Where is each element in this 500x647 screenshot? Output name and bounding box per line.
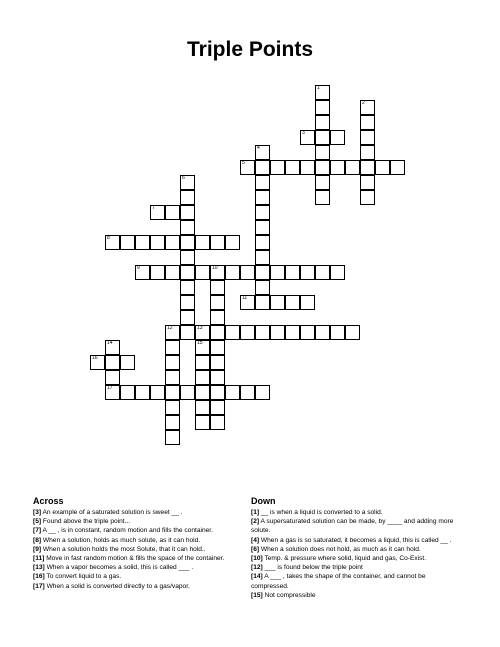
clue-text: __ is when a liquid is converted to a solid. <box>259 509 383 516</box>
clue-number: [16] <box>33 573 45 581</box>
grid-cell[interactable] <box>240 295 255 310</box>
grid-cell[interactable] <box>255 160 270 175</box>
clue-number: [15] <box>251 591 263 599</box>
clue-text: A __ , is in constant, random motion and fills the container. <box>41 527 213 535</box>
clue-text: When a solution holds the most Solute, that it can hold.. <box>41 545 206 553</box>
grid-cell[interactable] <box>210 310 225 325</box>
grid-cell[interactable] <box>180 295 195 310</box>
down-heading: Down <box>251 496 276 506</box>
grid-cell[interactable] <box>225 385 240 400</box>
clue-number: [1] <box>251 509 260 516</box>
grid-cell[interactable] <box>315 175 330 190</box>
grid-cell[interactable] <box>195 325 210 340</box>
across-heading: Across <box>33 496 64 506</box>
clue-text: A ___ , takes the shape of the container, and cannot be compressed. <box>251 573 426 590</box>
grid-cell[interactable] <box>165 235 180 250</box>
grid-cell[interactable] <box>315 190 330 205</box>
grid-cell[interactable] <box>255 205 270 220</box>
cell-number: 10 <box>212 265 218 271</box>
grid-cell[interactable] <box>165 400 180 415</box>
grid-cell[interactable] <box>105 385 120 400</box>
grid-cell[interactable] <box>165 325 180 340</box>
grid-cell[interactable] <box>210 295 225 310</box>
grid-cell[interactable] <box>300 325 315 340</box>
across-clue <box>33 545 243 554</box>
grid-cell[interactable] <box>210 340 225 355</box>
grid-cell[interactable] <box>255 295 270 310</box>
across-clue <box>33 526 243 535</box>
cell-number: 9 <box>137 265 140 271</box>
grid-cell[interactable] <box>330 265 345 280</box>
grid-cell[interactable] <box>105 340 120 355</box>
grid-cell[interactable] <box>285 160 300 175</box>
grid-cell[interactable] <box>195 340 210 355</box>
grid-cell[interactable] <box>150 385 165 400</box>
grid-cell[interactable] <box>255 175 270 190</box>
grid-cell[interactable] <box>105 355 120 370</box>
grid-cell[interactable] <box>270 160 285 175</box>
grid-cell[interactable] <box>255 235 270 250</box>
grid-cell[interactable] <box>150 235 165 250</box>
clue-number: [12] <box>251 564 263 572</box>
cell-number: 17 <box>107 385 113 391</box>
cell-number: 6 <box>182 175 185 181</box>
across-clue <box>33 582 243 591</box>
grid-cell[interactable] <box>180 235 195 250</box>
grid-cell[interactable] <box>285 295 300 310</box>
down-clue <box>251 572 456 590</box>
grid-cell[interactable] <box>210 355 225 370</box>
grid-cell[interactable] <box>90 355 105 370</box>
clue-text: To convert liquid to a gas. <box>44 573 122 581</box>
grid-cell[interactable] <box>300 130 315 145</box>
grid-cell[interactable] <box>105 370 120 385</box>
cell-number: 15 <box>197 340 203 346</box>
cell-number: 12 <box>167 325 173 331</box>
clue-text: When a vapor becomes a solid, this is called ___ . <box>44 564 194 572</box>
clue-text: ___ is found below the triple point <box>262 564 363 572</box>
grid-cell[interactable] <box>330 160 345 175</box>
grid-cell[interactable] <box>210 235 225 250</box>
clue-number: [13] <box>33 564 45 572</box>
clue-number: [14] <box>251 573 263 581</box>
across-clue <box>33 508 243 517</box>
down-clue <box>251 517 456 535</box>
grid-cell[interactable] <box>285 265 300 280</box>
grid-cell[interactable] <box>180 310 195 325</box>
cell-number: 11 <box>242 295 248 301</box>
clue-text: Not compressible <box>262 591 316 599</box>
clue-text: Found above the triple point... <box>41 518 131 526</box>
grid-cell[interactable] <box>360 145 375 160</box>
grid-cell[interactable] <box>165 205 180 220</box>
grid-cell[interactable] <box>210 385 225 400</box>
grid-cell[interactable] <box>165 265 180 280</box>
grid-cell[interactable] <box>360 130 375 145</box>
clue-number: [5] <box>33 518 42 526</box>
grid-cell[interactable] <box>270 325 285 340</box>
grid-cell[interactable] <box>255 385 270 400</box>
grid-cell[interactable] <box>210 415 225 430</box>
cell-number: 7 <box>152 205 155 211</box>
clue-number: [17] <box>33 582 45 590</box>
grid-cell[interactable] <box>345 325 360 340</box>
grid-cell[interactable] <box>210 400 225 415</box>
grid-cell[interactable] <box>120 355 135 370</box>
grid-cell[interactable] <box>165 340 180 355</box>
clue-text: When a solution, holds as much solute, as it can hold. <box>41 536 201 544</box>
grid-cell[interactable] <box>255 220 270 235</box>
cell-number: 4 <box>257 145 260 151</box>
grid-cell[interactable] <box>255 250 270 265</box>
grid-cell[interactable] <box>240 325 255 340</box>
cell-number: 14 <box>107 340 113 346</box>
clue-text: When a solid is converted directly to a gas/vapor. <box>44 582 190 590</box>
grid-cell[interactable] <box>105 235 120 250</box>
grid-cell[interactable] <box>255 280 270 295</box>
grid-cell[interactable] <box>195 355 210 370</box>
down-clue <box>251 554 456 563</box>
grid-cell[interactable] <box>360 160 375 175</box>
clue-text: When a gas is so saturated, it becomes a liquid, this is called __ . <box>259 536 452 544</box>
grid-cell[interactable] <box>225 265 240 280</box>
grid-cell[interactable] <box>210 370 225 385</box>
grid-cell[interactable] <box>300 295 315 310</box>
grid-cell[interactable] <box>315 145 330 160</box>
grid-cell[interactable] <box>315 325 330 340</box>
grid-cell[interactable] <box>240 160 255 175</box>
grid-cell[interactable] <box>315 115 330 130</box>
grid-cell[interactable] <box>255 325 270 340</box>
cell-number: 2 <box>362 100 365 106</box>
grid-cell[interactable] <box>360 190 375 205</box>
grid-cell[interactable] <box>210 280 225 295</box>
grid-cell[interactable] <box>315 160 330 175</box>
grid-cell[interactable] <box>165 370 180 385</box>
grid-cell[interactable] <box>375 160 390 175</box>
clue-text: A supersaturated solution can be made, by ____ and adding more solute. <box>251 518 454 535</box>
grid-cell[interactable] <box>360 175 375 190</box>
grid-cell[interactable] <box>255 265 270 280</box>
grid-cell[interactable] <box>270 265 285 280</box>
grid-cell[interactable] <box>165 430 180 445</box>
grid-cell[interactable] <box>345 160 360 175</box>
grid-cell[interactable] <box>180 280 195 295</box>
clue-number: [6] <box>251 545 260 553</box>
grid-cell[interactable] <box>180 175 195 190</box>
clue-text: Temp. & pressure where solid, liquid and gas, Co-Exist. <box>262 555 427 563</box>
across-clue-list <box>33 508 243 591</box>
clue-number: [9] <box>33 545 42 553</box>
grid-cell[interactable] <box>180 385 195 400</box>
grid-cell[interactable] <box>180 325 195 340</box>
grid-cell[interactable] <box>165 385 180 400</box>
grid-cell[interactable] <box>360 100 375 115</box>
grid-cell[interactable] <box>330 130 345 145</box>
grid-cell[interactable] <box>195 385 210 400</box>
grid-cell[interactable] <box>315 130 330 145</box>
grid-cell[interactable] <box>255 145 270 160</box>
cell-number: 16 <box>92 355 98 361</box>
grid-cell[interactable] <box>255 190 270 205</box>
grid-cell[interactable] <box>135 385 150 400</box>
down-clue <box>251 563 456 572</box>
cell-number: 13 <box>197 325 203 331</box>
clue-number: [11] <box>33 555 45 563</box>
grid-cell[interactable] <box>300 160 315 175</box>
grid-cell[interactable] <box>150 205 165 220</box>
clue-text: An example of a saturated solution is sweet __ . <box>41 509 183 516</box>
grid-cell[interactable] <box>180 220 195 235</box>
grid-cell[interactable] <box>285 325 300 340</box>
down-clue-list <box>251 508 456 600</box>
cell-number: 5 <box>242 160 245 166</box>
grid-cell[interactable] <box>165 415 180 430</box>
grid-cell[interactable] <box>210 265 225 280</box>
grid-cell[interactable] <box>210 325 225 340</box>
grid-cell[interactable] <box>195 370 210 385</box>
clue-number: [8] <box>33 536 42 544</box>
clue-number: [2] <box>251 518 260 526</box>
clue-number: [3] <box>33 509 42 516</box>
grid-cell[interactable] <box>180 250 195 265</box>
across-clue <box>33 572 243 581</box>
puzzle-title: Triple Points <box>186 38 314 61</box>
cell-number: 8 <box>107 235 110 241</box>
grid-cell[interactable] <box>330 325 345 340</box>
across-clue <box>33 563 243 572</box>
grid-cell[interactable] <box>225 325 240 340</box>
grid-cell[interactable] <box>390 160 405 175</box>
grid-cell[interactable] <box>240 265 255 280</box>
clue-number: [7] <box>33 527 42 535</box>
grid-cell[interactable] <box>360 115 375 130</box>
grid-cell[interactable] <box>315 265 330 280</box>
grid-cell[interactable] <box>165 355 180 370</box>
cell-number: 1 <box>317 85 320 91</box>
grid-cell[interactable] <box>180 265 195 280</box>
grid-cell[interactable] <box>180 190 195 205</box>
grid-cell[interactable] <box>120 385 135 400</box>
down-clue <box>251 536 456 545</box>
grid-cell[interactable] <box>150 265 165 280</box>
down-clue <box>251 591 456 600</box>
cell-number: 3 <box>302 130 305 136</box>
across-clue <box>33 536 243 545</box>
grid-cell[interactable] <box>225 235 240 250</box>
grid-cell[interactable] <box>135 235 150 250</box>
clue-text: Move in fast random motion & fills the space of the container. <box>44 555 225 563</box>
down-clue <box>251 545 456 554</box>
clue-text: When a solution does not hold, as much as it can hold. <box>259 545 421 553</box>
down-clue <box>251 508 456 517</box>
grid-cell[interactable] <box>315 100 330 115</box>
grid-cell[interactable] <box>240 385 255 400</box>
grid-cell[interactable] <box>195 265 210 280</box>
grid-cell[interactable] <box>195 400 210 415</box>
grid-cell[interactable] <box>180 205 195 220</box>
across-clue <box>33 517 243 526</box>
grid-cell[interactable] <box>120 235 135 250</box>
grid-cell[interactable] <box>270 295 285 310</box>
grid-cell[interactable] <box>195 235 210 250</box>
grid-cell[interactable] <box>135 265 150 280</box>
grid-cell[interactable] <box>300 265 315 280</box>
grid-cell[interactable] <box>195 415 210 430</box>
clue-number: [4] <box>251 536 260 544</box>
across-clue <box>33 554 243 563</box>
grid-cell[interactable] <box>315 85 330 100</box>
clue-number: [10] <box>251 555 263 563</box>
